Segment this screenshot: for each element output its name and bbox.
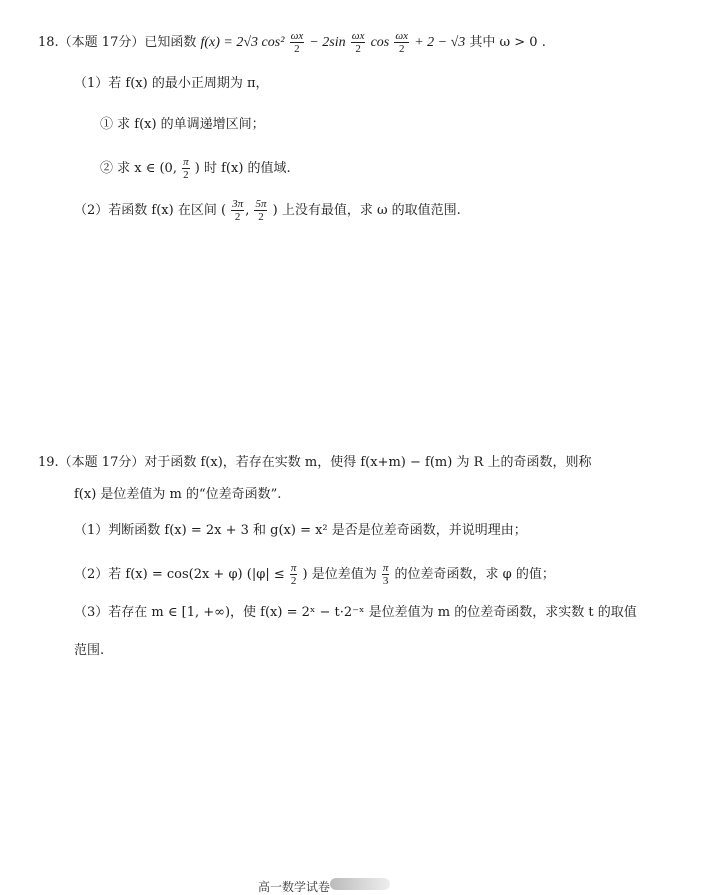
q19-frac-pi3: $\frac{\pi}{3}$ xyxy=(382,562,389,587)
q18-frac-1: $\frac{\omega x}{2}$ xyxy=(290,30,304,55)
q18-stem xyxy=(38,30,546,55)
q19-frac-pi2: $\frac{\pi}{2}$ xyxy=(290,562,297,587)
q19-part3-cont: 范围. xyxy=(74,643,105,658)
q18-frac-pi2: $\frac{\pi}{2}$ xyxy=(183,156,189,181)
footer-smudge xyxy=(330,878,390,890)
q19-stem-2: f(x) 是位差值为 m 的“位差奇函数”. xyxy=(74,487,282,502)
q18-frac-5pi2: $\frac{5\pi}{2}$ xyxy=(255,198,267,223)
q18-expr-a: f(x) = 2√3 cos² xyxy=(200,35,285,50)
q18-part1: （1）若 f(x) 的最小正周期为 π， xyxy=(74,76,269,91)
q19-part3: （3）若存在 m ∈ [1, +∞)，使 f(x) = 2ˣ − t·2⁻ˣ 是位差值为 m 的位差奇函数，求实数 t 的取值 xyxy=(74,605,637,620)
q18-part1-a: ① 求 f(x) 的单调递增区间； xyxy=(100,117,265,132)
q18-frac-2: $\frac{\omega x}{2}$ xyxy=(351,30,365,55)
q18-frac-3pi2: $\frac{3\pi}{2}$ xyxy=(232,198,244,223)
q19-part1: （1）判断函数 f(x) = 2x + 3 和 g(x) = x² 是否是位差奇函数，并说明理由； xyxy=(74,523,527,538)
q18-part1-b: ② 求 x ∈ (0, $\frac{\pi}{2}$ ) 时 f(x) 的值域. xyxy=(100,156,291,181)
page-footer: 高一数学试卷 xyxy=(258,880,331,894)
q18-expr-b: − 2sin xyxy=(309,35,346,50)
q19-stem: 19.（本题 17分）对于函数 f(x)，若存在实数 m，使得 f(x+m) − f(m) 为 R 上的奇函数，则称 xyxy=(38,455,592,470)
q18-frac-3: $\frac{\omega x}{2}$ xyxy=(395,30,409,55)
q19-part2: （2）若 f(x) = cos(2x + φ) (|φ| ≤ $\frac{\pi}{2}$ ) 是位差值为 $\frac{\pi}{3}$ 的位差奇函数，求 φ 的值； xyxy=(74,562,555,587)
q18-head: 18.（本题 17分）已知函数 xyxy=(38,35,197,50)
q18-part2: （2）若函数 f(x) 在区间 ( $\frac{3\pi}{2}$ , $\frac{5\pi}{2}$ ) 上没有最值，求 ω 的取值范围. xyxy=(74,198,461,223)
q18-expr-d: + 2 − √3 xyxy=(414,35,466,50)
q18-tail: 其中 ω > 0 . xyxy=(469,35,546,50)
q18-expr-c: cos xyxy=(370,35,390,50)
